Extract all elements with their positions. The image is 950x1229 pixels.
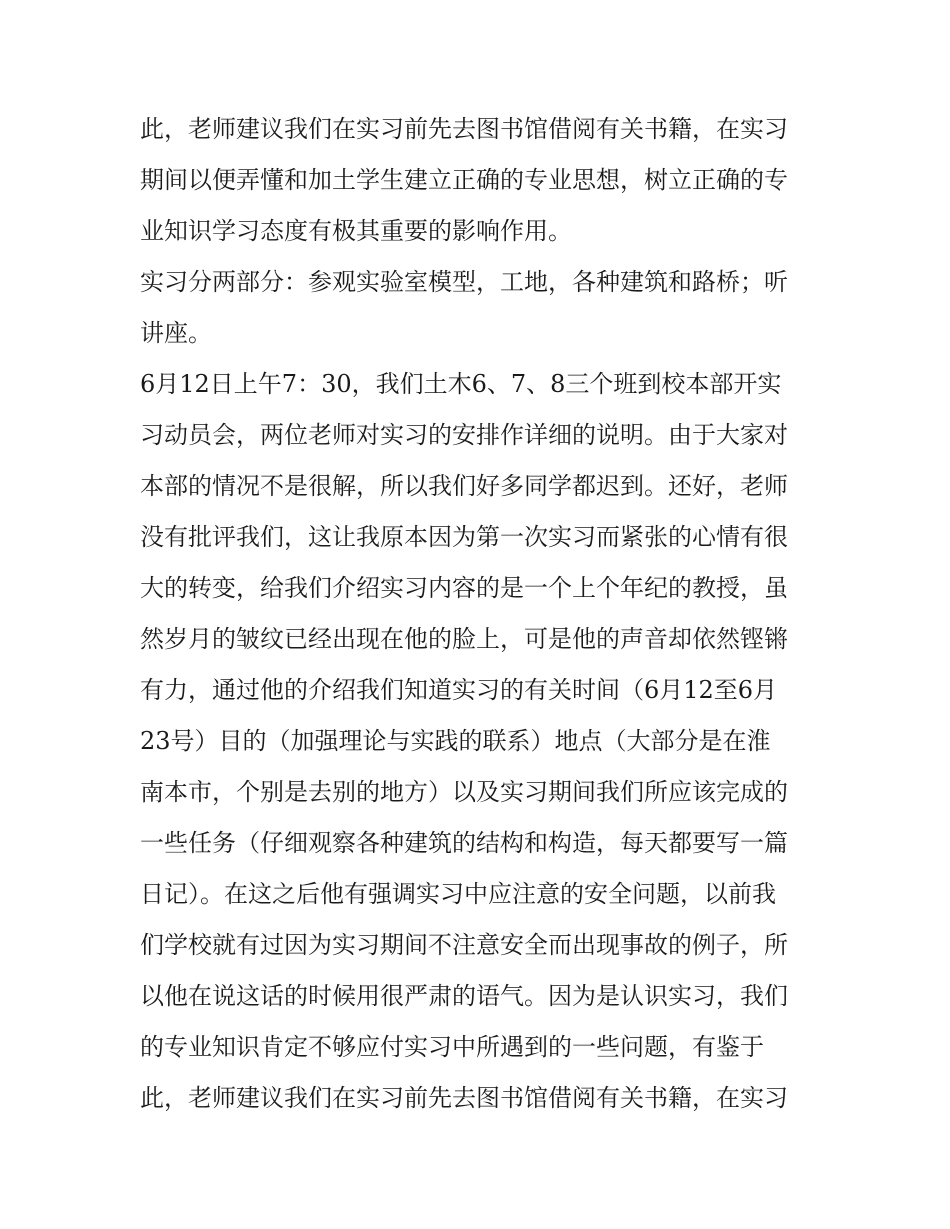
text-line: 南本市，个别是去别的地方）以及实习期间我们所应该完成的 <box>140 778 788 806</box>
text-line: 大的转变，给我们介绍实习内容的是一个上个年纪的教授，虽 <box>140 574 788 602</box>
body-text <box>140 104 830 1124</box>
text-line: 实习分两部分：参观实验室模型，工地，各种建筑和路桥；听 <box>140 268 788 296</box>
text-line: 讲座。 <box>140 319 212 347</box>
text-line: 23号）目的（加强理论与实践的联系）地点（大部分是在淮 <box>140 727 771 755</box>
text-line: 日记）。在这之后他有强调实习中应注意的安全问题，以前我 <box>140 880 776 908</box>
text-line: 有力，通过他的介绍我们知道实习的有关时间（6月12至6月 <box>140 676 778 704</box>
text-line: 本部的情况不是很解，所以我们好多同学都迟到。还好，老师 <box>140 472 788 500</box>
text-line: 然岁月的皱纹已经出现在他的脸上，可是他的声音却依然铿锵 <box>140 625 788 653</box>
text-line: 此，老师建议我们在实习前先去图书馆借阅有关书籍，在实习 <box>140 1084 788 1112</box>
text-line: 的专业知识肯定不够应付实习中所遇到的一些问题，有鉴于 <box>140 1033 764 1061</box>
text-line: 期间以便弄懂和加土学生建立正确的专业思想，树立正确的专 <box>140 166 788 194</box>
text-line: 业知识学习态度有极其重要的影响作用。 <box>140 217 572 245</box>
text-line: 以他在说这话的时候用很严肃的语气。因为是认识实习，我们 <box>140 982 788 1010</box>
text-line: 一些任务（仔细观察各种建筑的结构和构造，每天都要写一篇 <box>140 829 788 857</box>
text-line: 6月12日上午7：30，我们土木6、7、8三个班到校本部开实 <box>140 370 782 398</box>
text-line: 习动员会，两位老师对实习的安排作详细的说明。由于大家对 <box>140 421 788 449</box>
text-line: 此，老师建议我们在实习前先去图书馆借阅有关书籍，在实习 <box>140 115 788 143</box>
text-line: 们学校就有过因为实习期间不注意安全而出现事故的例子，所 <box>140 931 788 959</box>
text-line: 没有批评我们，这让我原本因为第一次实习而紧张的心情有很 <box>140 523 788 551</box>
